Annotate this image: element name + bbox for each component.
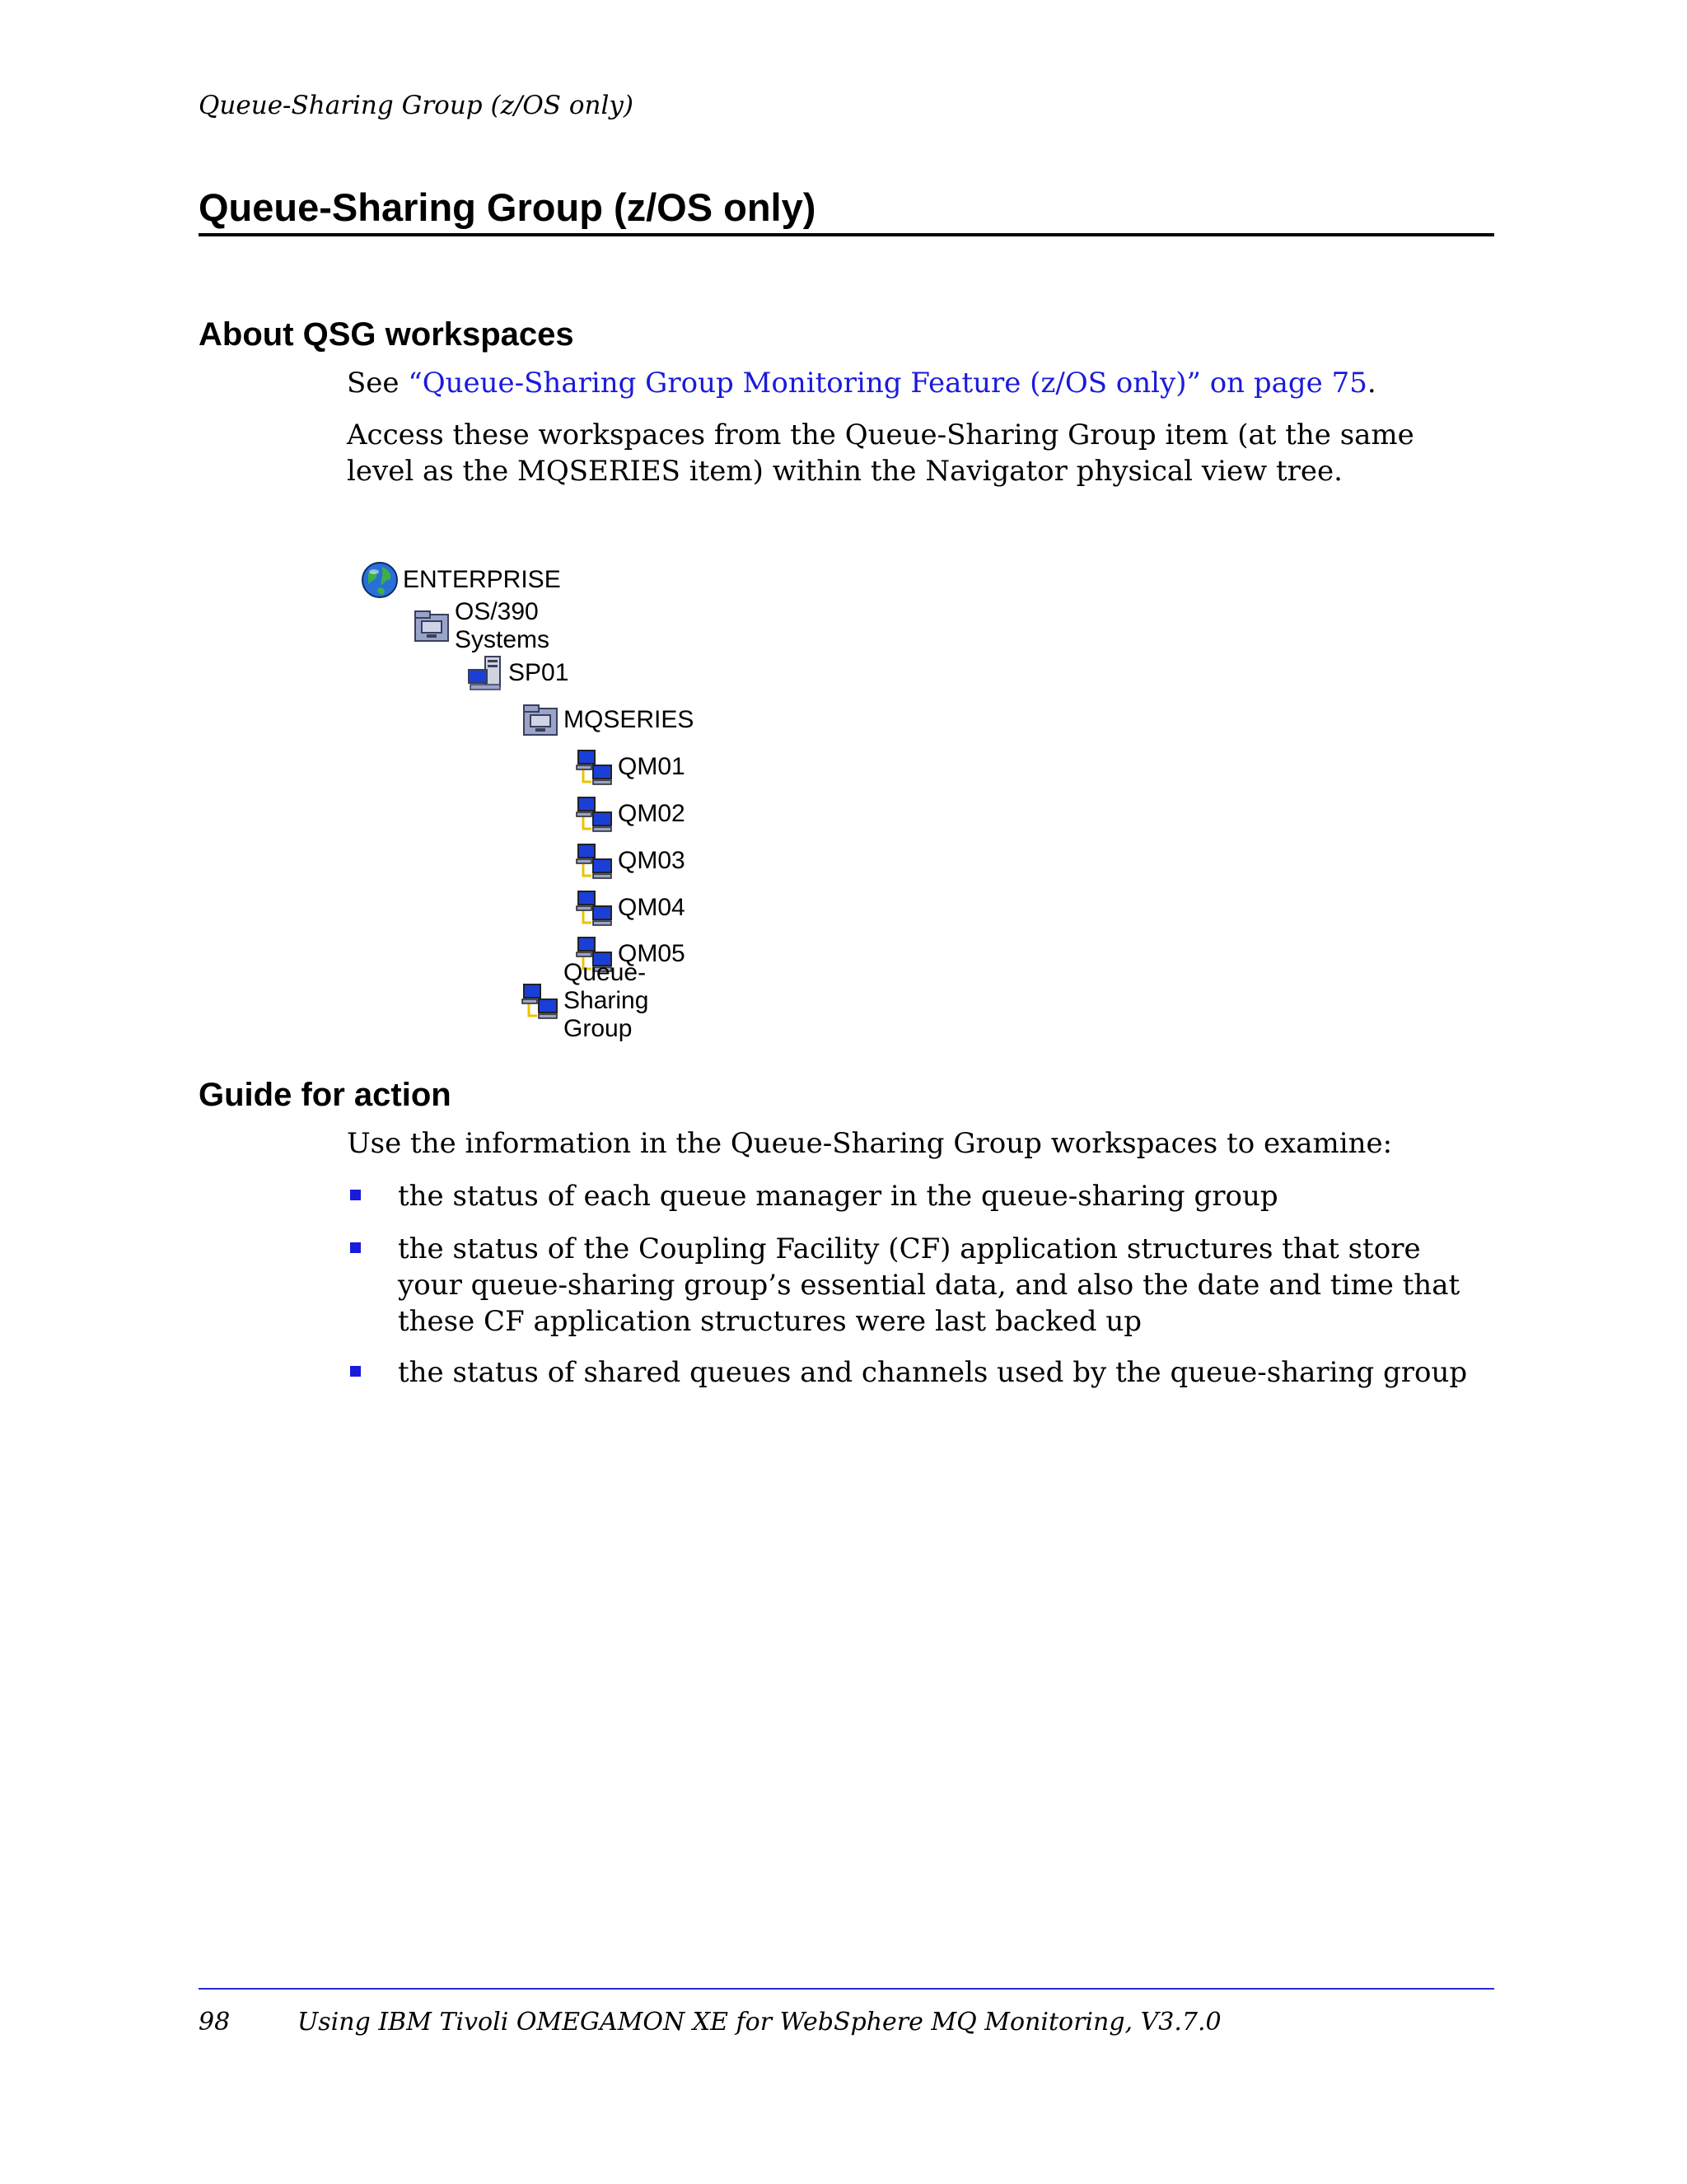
tree-node-enterprise[interactable]: [360, 559, 561, 601]
footer-rule: [199, 1988, 1494, 1990]
bullet-marker: [350, 1190, 361, 1200]
tree-node-qm01[interactable]: [575, 746, 685, 788]
globe-icon: [360, 560, 400, 600]
page-number: 98: [199, 2008, 231, 2037]
tree-node-label: QM05: [618, 940, 685, 967]
section-heading-guide: Guide for action: [199, 1077, 451, 1113]
chapter-title: Queue-Sharing Group (z/OS only): [199, 185, 816, 229]
queue-manager-icon: [521, 981, 560, 1021]
list-item-text: the status of the Coupling Facility (CF) application structures that store your queue-sharing group’s essential data, and also the date and time that these CF application structures were last backed up: [398, 1232, 1460, 1338]
systems-folder-icon: [412, 606, 451, 646]
running-head: Queue-Sharing Group (z/OS only): [199, 91, 634, 120]
tree-node-qm02[interactable]: [575, 793, 685, 835]
cross-reference-link[interactable]: “Queue-Sharing Group Monitoring Feature (z/OS only)” on page 75: [408, 367, 1367, 400]
tree-node-queue-sharing-group[interactable]: [521, 959, 649, 1042]
bullet-marker: [350, 1242, 361, 1253]
see-paragraph: [347, 365, 1484, 401]
tree-node-label: QM02: [618, 800, 685, 827]
queue-manager-icon: [575, 888, 615, 928]
tree-node-label: Queue-Sharing Group: [563, 959, 649, 1042]
queue-manager-icon: [575, 794, 615, 834]
tree-node-mqseries[interactable]: [521, 699, 694, 741]
tree-node-qm03[interactable]: [575, 840, 685, 882]
tree-node-os390-systems[interactable]: [412, 598, 550, 653]
bullet-marker: [350, 1366, 361, 1377]
tree-node-label: ENTERPRISE: [403, 566, 561, 593]
tree-node-sp01[interactable]: [465, 652, 568, 694]
access-paragraph: Access these workspaces from the Queue-Sharing Group item (at the same level as the MQSERIES item) within the Navigator physical view tree.: [347, 419, 1414, 488]
tree-node-label: SP01: [508, 659, 569, 686]
guide-intro: Use the information in the Queue-Sharing Group workspaces to examine:: [347, 1127, 1393, 1160]
section-heading-about: About QSG workspaces: [199, 316, 574, 353]
chapter-rule: [199, 233, 1494, 236]
tree-node-label: QM04: [618, 894, 685, 921]
queue-manager-icon: [575, 841, 615, 881]
systems-folder-icon: [521, 700, 560, 740]
system-icon: [465, 653, 505, 693]
list-item-text: the status of shared queues and channels used by the queue-sharing group: [398, 1356, 1468, 1389]
list-item-text: the status of each queue manager in the queue-sharing group: [398, 1180, 1278, 1213]
see-prefix: See: [347, 367, 409, 400]
see-suffix: .: [1367, 367, 1376, 400]
tree-node-qm04[interactable]: [575, 887, 685, 928]
tree-node-label: QM03: [618, 847, 685, 874]
tree-node-label: MQSERIES: [563, 706, 694, 733]
tree-node-label: OS/390 Systems: [455, 598, 550, 653]
tree-node-label: QM01: [618, 753, 685, 780]
queue-manager-icon: [575, 747, 615, 787]
footer-book-title: Using IBM Tivoli OMEGAMON XE for WebSphere MQ Monitoring, V3.7.0: [297, 2008, 1222, 2037]
